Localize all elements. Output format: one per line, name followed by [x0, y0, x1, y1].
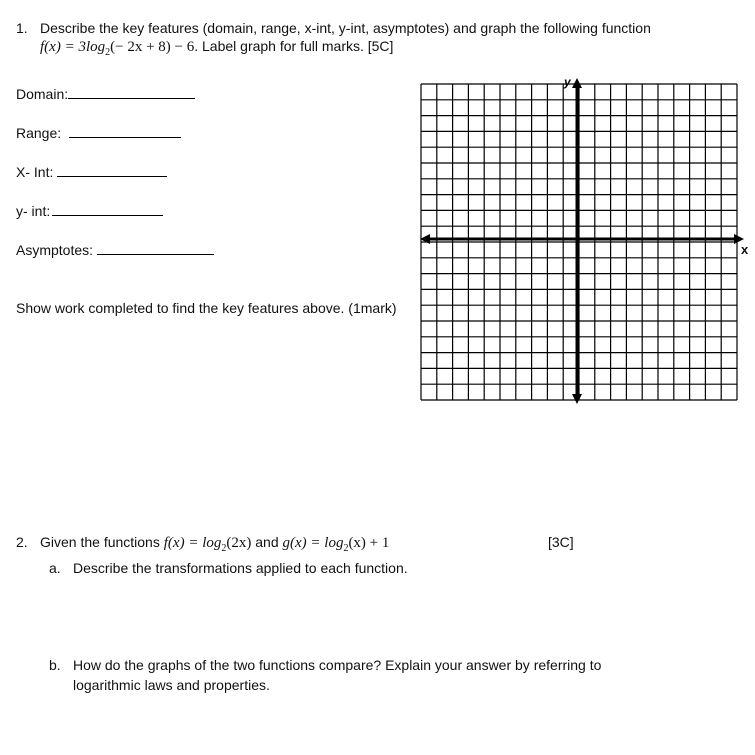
q2a-text: Describe the transformations applied to each function.: [73, 560, 408, 576]
q2a-label: a.: [49, 560, 61, 576]
q2-g-def: g(x) = log: [282, 535, 344, 551]
q2-marks: [3C]: [548, 534, 574, 550]
domain-answer-line[interactable]: [68, 86, 195, 99]
x-int-field: [16, 164, 167, 180]
range-field: [16, 125, 181, 141]
q2-f-base: 2: [221, 543, 227, 554]
asymptotes-label: Asymptotes:: [16, 242, 94, 258]
q2-intro: Given the functions: [40, 534, 160, 550]
q2b-text-line1: How do the graphs of the two functions compare? Explain your answer by referring to: [73, 657, 602, 673]
q2-g-base: 2: [343, 543, 349, 554]
q1-number: 1.: [16, 20, 28, 36]
x-axis-label: x: [741, 242, 749, 257]
domain-label: Domain:: [16, 86, 69, 102]
q2-f-arg: (2x): [226, 535, 252, 551]
q1-prompt: Describe the key features (domain, range, x-int, y-int, asymptotes) and graph the following function: [40, 20, 651, 36]
x-int-label: X- Int:: [16, 164, 54, 180]
q1-function-base: 2: [105, 47, 111, 58]
q2b-text-line2: logarithmic laws and properties.: [73, 677, 270, 693]
asymptotes-answer-line[interactable]: [97, 242, 214, 255]
y-axis: [572, 78, 582, 404]
q1-function-line: [40, 38, 393, 56]
q2-g-arg: (x) + 1: [348, 535, 390, 551]
y-axis-down-arrow-icon: [572, 394, 582, 404]
y-int-answer-line[interactable]: [52, 203, 163, 216]
graph-grid[interactable]: [420, 78, 750, 408]
q2b-label: b.: [49, 657, 61, 673]
range-answer-line[interactable]: [69, 125, 181, 138]
y-axis-up-arrow-icon: [572, 78, 582, 88]
domain-field: [16, 86, 195, 102]
q1-marks: . Label graph for full marks. [5C]: [194, 38, 394, 54]
grid-lines: [421, 84, 737, 400]
q2-and: and: [255, 534, 279, 550]
q2-f-def: f(x) = log: [163, 535, 222, 551]
y-axis-label: y: [564, 78, 571, 89]
asymptotes-field: [16, 242, 214, 258]
q1-function-lhs: f(x) = 3log: [40, 39, 106, 55]
y-int-field: [16, 203, 163, 219]
q1-function-arg: (− 2x + 8) − 6: [110, 39, 195, 55]
work-prompt: Show work completed to find the key features above. (1mark): [16, 300, 397, 316]
q2-line: [40, 534, 389, 552]
x-int-answer-line[interactable]: [57, 164, 167, 177]
y-int-label: y- int:: [16, 203, 51, 219]
range-label: Range:: [16, 125, 62, 141]
q2-number: 2.: [16, 534, 28, 550]
